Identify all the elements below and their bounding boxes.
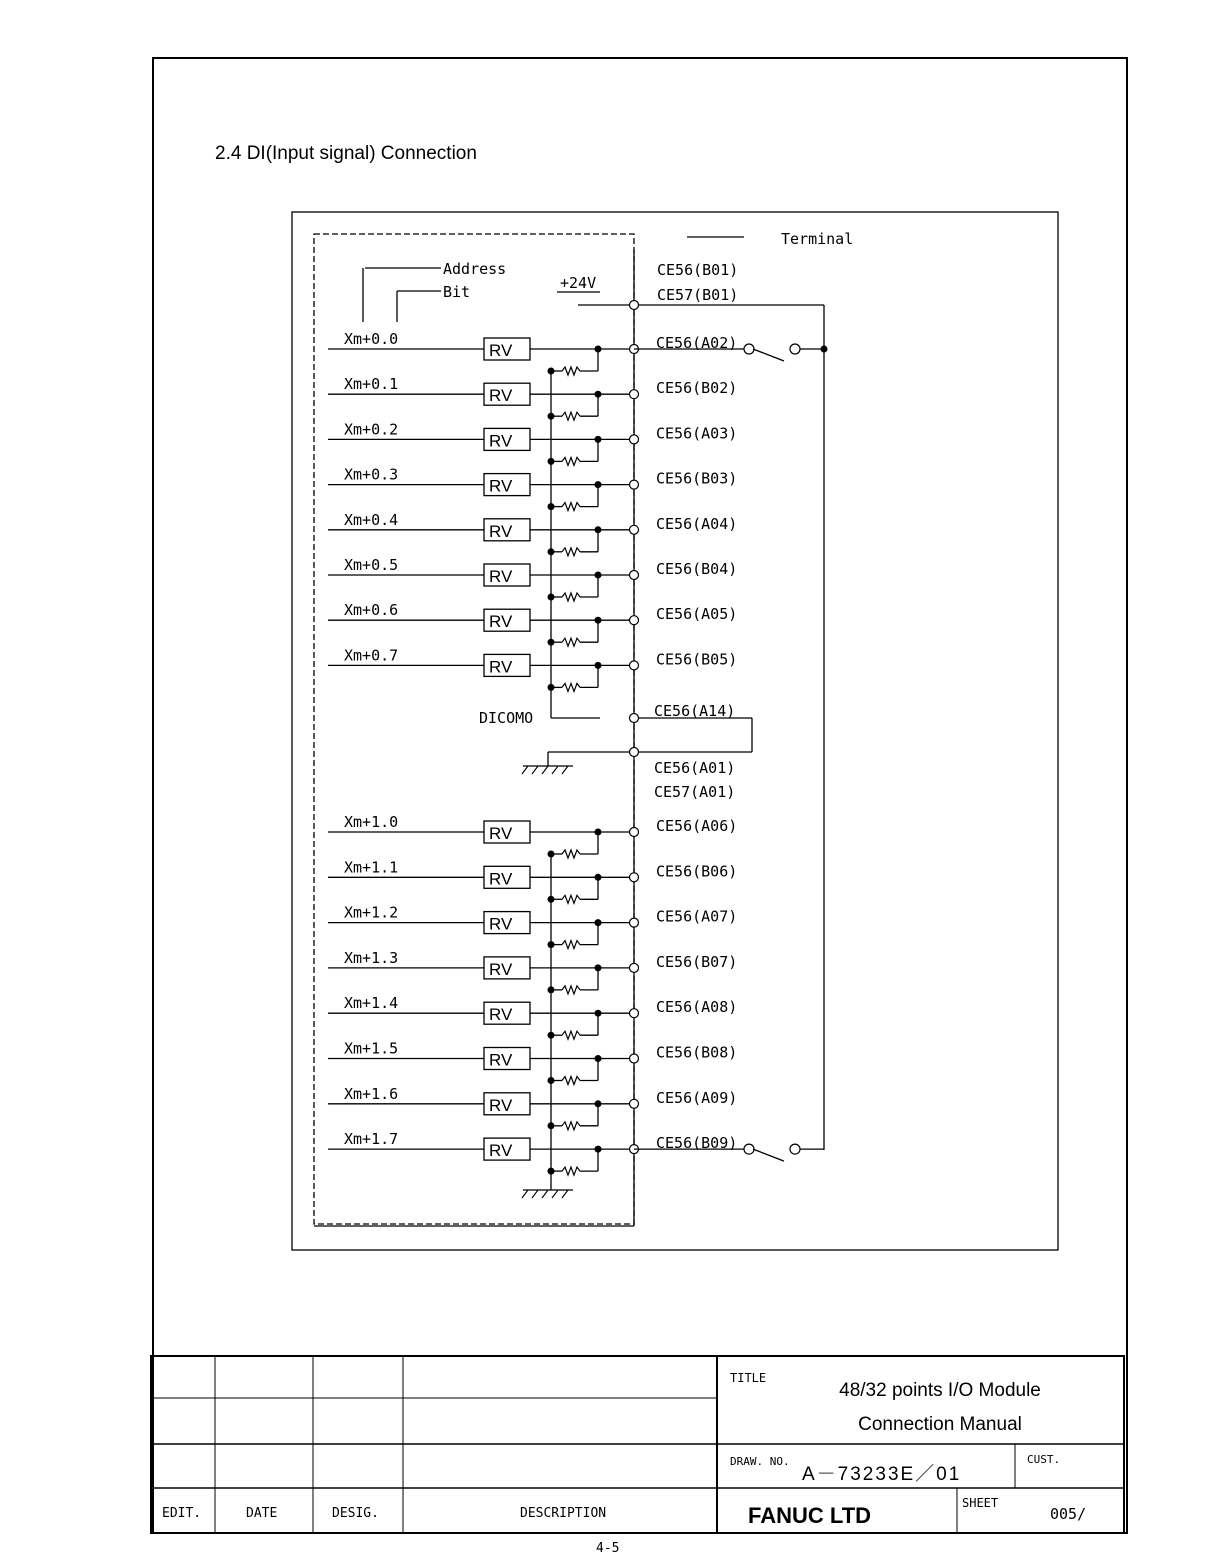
junction-dot	[548, 986, 555, 993]
cust-label: CUST.	[1027, 1453, 1061, 1466]
legend-bit: Bit	[443, 283, 471, 301]
junction-dot	[595, 526, 602, 533]
junction-dot	[595, 346, 602, 353]
terminal-point	[630, 661, 639, 670]
page-number: 4-5	[596, 1541, 620, 1556]
terminal-point-common	[630, 714, 639, 723]
terminal-label: CE56(A02)	[656, 334, 738, 352]
junction-dot	[548, 594, 555, 601]
receiver-label: RV	[489, 1005, 513, 1025]
legend-terminal: Terminal	[781, 230, 854, 248]
junction-dot	[595, 874, 602, 881]
junction-dot	[595, 391, 602, 398]
terminal-point-ground	[630, 748, 639, 757]
junction-dot	[595, 1100, 602, 1107]
resistor-symbol	[562, 412, 580, 420]
resistor-symbol	[562, 986, 580, 994]
receiver-label: RV	[489, 1141, 513, 1161]
company-name: FANUC LTD	[748, 1503, 872, 1528]
junction-dot	[548, 503, 555, 510]
terminal-point	[630, 571, 639, 580]
terminal-point	[630, 1009, 639, 1018]
resistor-symbol	[562, 548, 580, 556]
terminal-point	[630, 918, 639, 927]
resistor-symbol	[562, 941, 580, 949]
common-label: DICOMO	[479, 709, 534, 727]
terminal-label: CE56(A03)	[656, 424, 738, 443]
sheet-label: SHEET	[962, 1496, 999, 1510]
terminal-point	[630, 390, 639, 399]
terminal-label: CE56(A06)	[656, 817, 738, 835]
section-heading: 2.4 DI(Input signal) Connection	[215, 143, 477, 164]
signal-label: Xm+0.1	[344, 375, 399, 394]
terminal-point-24v	[630, 301, 639, 310]
resistor-symbol	[562, 367, 580, 375]
common-terminal: CE56(A14)	[654, 702, 736, 720]
col-design: DESIG.	[332, 1506, 379, 1521]
resistor-symbol	[562, 850, 580, 858]
terminal-label: CE56(A07)	[656, 907, 738, 926]
terminal-point	[630, 828, 639, 837]
terminal-label: CE56(B07)	[656, 952, 738, 971]
junction-dot	[548, 851, 555, 858]
terminal-label: CE56(B05)	[656, 650, 738, 669]
wiring-layer	[314, 250, 634, 1226]
signal-label: Xm+1.1	[344, 858, 399, 877]
junction-dot	[595, 1146, 602, 1153]
resistor-symbol	[562, 638, 580, 646]
junction-dot	[548, 896, 555, 903]
terminal-label: CE56(B08)	[656, 1043, 738, 1062]
terminal-label: CE56(A09)	[656, 1088, 738, 1107]
resistor-symbol	[562, 1122, 580, 1130]
resistor-symbol	[562, 593, 580, 601]
terminal-point	[630, 616, 639, 625]
receiver-label: RV	[489, 476, 513, 496]
receiver-label: RV	[489, 914, 513, 934]
junction-dot	[595, 829, 602, 836]
junction-dot	[595, 436, 602, 443]
junction-dot	[595, 481, 602, 488]
ground-terminal-2: CE57(A01)	[654, 783, 736, 801]
junction-dot	[548, 941, 555, 948]
title-label: TITLE	[730, 1371, 767, 1385]
terminal-label: CE56(A05)	[656, 605, 738, 624]
receiver-label: RV	[489, 824, 513, 843]
col-description: DESCRIPTION	[520, 1506, 607, 1521]
junction-dot	[595, 572, 602, 579]
resistor-symbol	[562, 895, 580, 903]
junction-dot	[548, 1032, 555, 1039]
signal-label: Xm+1.3	[344, 948, 399, 967]
receiver-label: RV	[489, 959, 513, 979]
junction-dot	[548, 1077, 555, 1084]
ground-symbol	[522, 766, 573, 774]
signal-label: Xm+0.6	[344, 601, 399, 620]
legend-supply: +24V	[560, 274, 597, 292]
resistor-symbol	[562, 1031, 580, 1039]
signal-label: Xm+1.6	[344, 1084, 399, 1103]
junction-dot	[548, 684, 555, 691]
signal-label: Xm+1.0	[344, 813, 399, 831]
signal-label: Xm+0.5	[344, 556, 399, 574]
junction-dot	[595, 662, 602, 669]
junction-dot	[548, 548, 555, 555]
junction-dot	[595, 1055, 602, 1062]
terminal-label: CE56(B04)	[656, 560, 738, 578]
switch-junction-dot	[821, 346, 828, 353]
signal-label: Xm+0.0	[344, 330, 399, 348]
junction-dot	[595, 1010, 602, 1017]
signal-label: Xm+1.4	[344, 994, 399, 1013]
terminal-point	[630, 1054, 639, 1063]
junction-dot	[548, 1168, 555, 1175]
receiver-label: RV	[489, 1095, 513, 1115]
col-date: DATE	[246, 1506, 278, 1521]
terminal-label: CE56(B09)	[656, 1134, 738, 1153]
ground-terminal-1: CE56(A01)	[654, 759, 736, 777]
terminal-point	[630, 435, 639, 444]
receiver-label: RV	[489, 567, 513, 586]
resistor-symbol	[562, 457, 580, 465]
signal-label: Xm+1.5	[344, 1039, 399, 1058]
signal-label: Xm+0.2	[344, 420, 399, 439]
signal-label: Xm+1.2	[344, 903, 399, 922]
signal-label: Xm+0.3	[344, 465, 399, 484]
receiver-label: RV	[489, 1050, 513, 1070]
terminal-top-1: CE56(B01)	[657, 261, 739, 279]
terminal-point	[630, 1099, 639, 1108]
terminal-point	[630, 525, 639, 534]
receiver-label: RV	[489, 612, 513, 632]
title-block	[150, 1355, 1125, 1534]
sheet-number: 005/	[1050, 1505, 1087, 1523]
terminal-label: CE56(A04)	[656, 514, 738, 533]
receiver-label: RV	[489, 431, 513, 451]
terminal-point	[630, 963, 639, 972]
receiver-label: RV	[489, 657, 513, 677]
signal-label: Xm+1.7	[344, 1130, 399, 1149]
signal-label: Xm+0.4	[344, 510, 399, 529]
terminal-label: CE56(B03)	[656, 469, 738, 488]
resistor-symbol	[562, 683, 580, 691]
junction-dot	[548, 413, 555, 420]
receiver-label: RV	[489, 521, 513, 541]
terminal-top-2: CE57(B01)	[657, 286, 739, 304]
junction-dot	[595, 964, 602, 971]
junction-dot	[548, 458, 555, 465]
junction-dot	[548, 368, 555, 375]
col-edit: EDIT.	[162, 1506, 202, 1521]
terminal-point	[630, 480, 639, 489]
title-line-1: 48/32 points I/O Module	[839, 1380, 1041, 1401]
junction-dot	[548, 639, 555, 646]
receiver-label: RV	[489, 341, 513, 360]
resistor-symbol	[562, 503, 580, 511]
resistor-symbol	[562, 1167, 580, 1175]
receiver-label: RV	[489, 386, 513, 406]
terminal-label: CE56(B06)	[656, 862, 738, 881]
terminal-label: CE56(A08)	[656, 998, 738, 1017]
resistor-symbol	[562, 1077, 580, 1085]
terminal-point	[630, 873, 639, 882]
legend-address: Address	[443, 260, 507, 278]
junction-dot	[595, 919, 602, 926]
receiver-label: RV	[489, 869, 513, 889]
drawing-number: A－73233E／01	[802, 1464, 962, 1485]
junction-dot	[548, 1122, 555, 1129]
title-line-2: Connection Manual	[858, 1414, 1022, 1435]
signal-label: Xm+0.7	[344, 646, 399, 665]
drawing-no-label: DRAW. NO.	[730, 1455, 790, 1468]
ground-symbol	[522, 1190, 573, 1198]
terminal-label: CE56(B02)	[656, 379, 738, 398]
junction-dot	[595, 617, 602, 624]
